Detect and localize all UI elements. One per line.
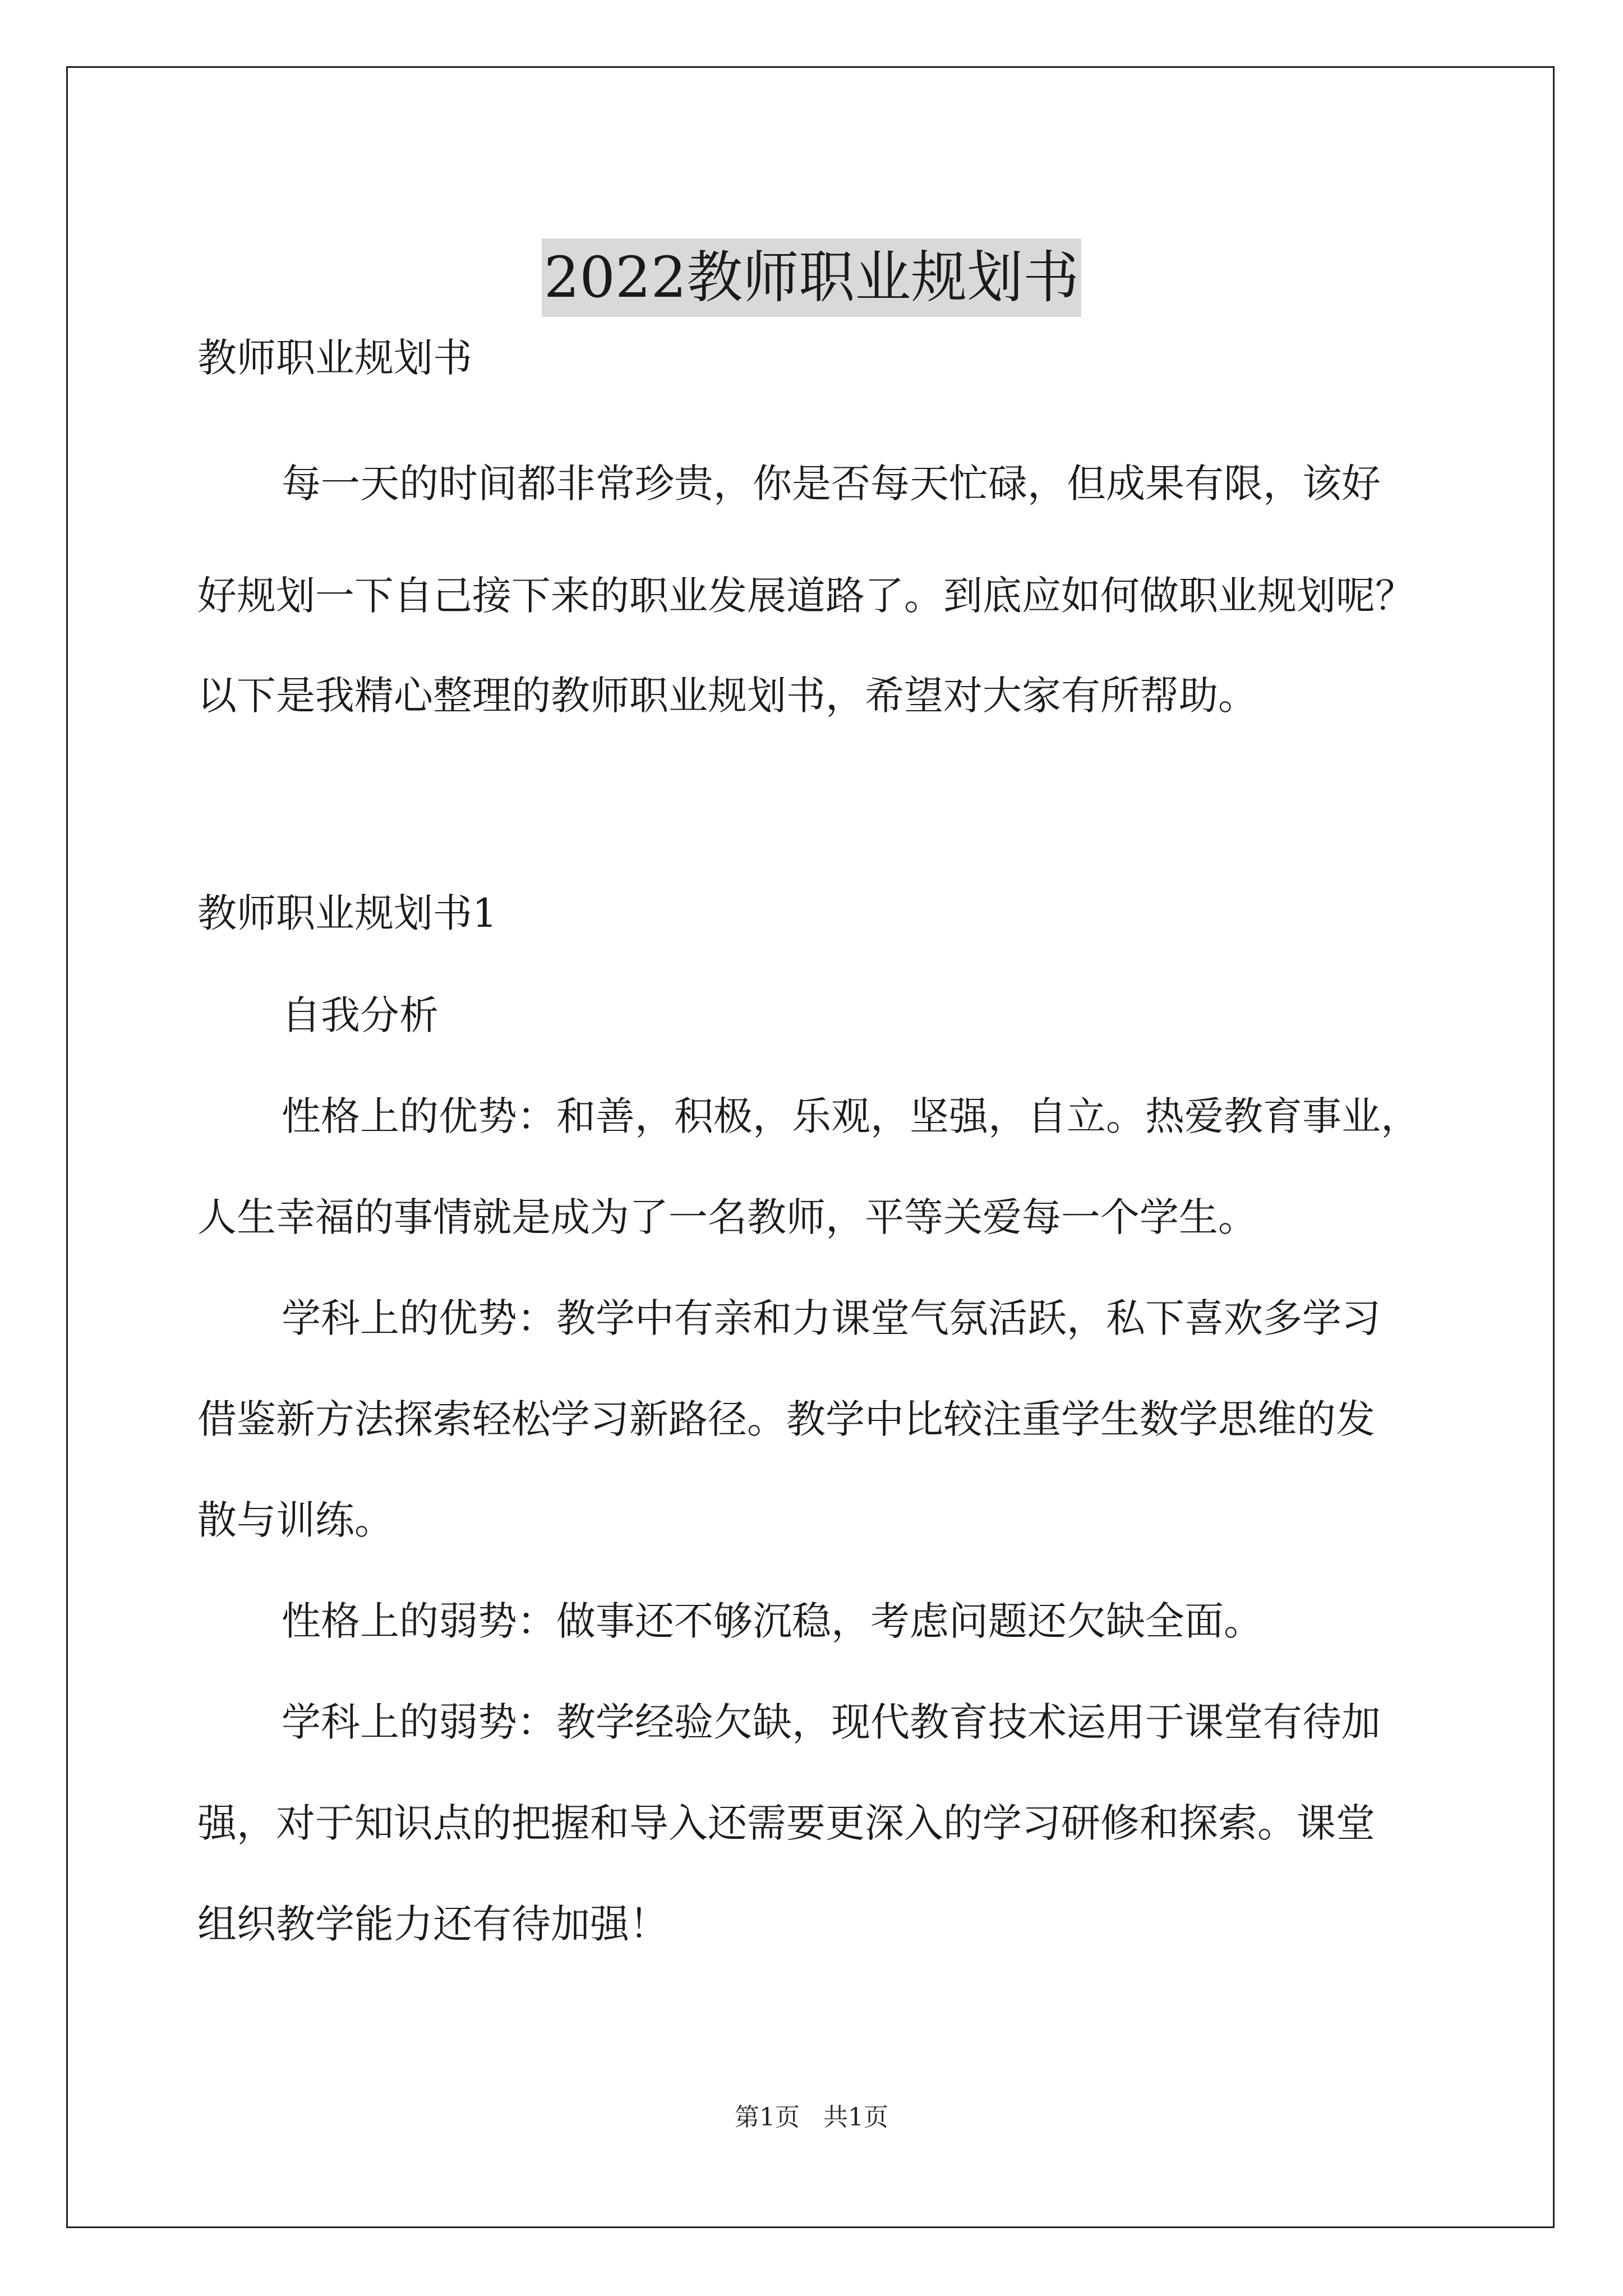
paragraph-line: 每一天的时间都非常珍贵，你是否每天忙碌，但成果有限，该好: [282, 461, 1381, 507]
paragraph-line: 好规划一下自己接下来的职业发展道路了。到底应如何做职业规划呢？: [197, 573, 1414, 619]
page-total: 共1页: [823, 2103, 888, 2132]
section-heading: 教师职业规划书: [197, 335, 472, 381]
paragraph-line: 组织教学能力还有待加强！: [197, 1901, 668, 1947]
paragraph-line: 借鉴新方法探索轻松学习新路径。教学中比较注重学生数学思维的发: [197, 1396, 1375, 1442]
document-title: 2022教师职业规划书: [542, 238, 1082, 317]
paragraph-line: 散与训练。: [197, 1497, 394, 1543]
subsection-heading: 自我分析: [282, 992, 439, 1038]
section-heading: 教师职业规划书1: [197, 890, 497, 936]
page-footer: [0, 2101, 1623, 2134]
paragraph-line: 强，对于知识点的把握和导入还需要更深入的学习研修和探索。课堂: [197, 1800, 1375, 1846]
paragraph-line: 以下是我精心整理的教师职业规划书，希望对大家有所帮助。: [197, 673, 1257, 719]
paragraph-line: 学科上的弱势：教学经验欠缺，现代教育技术运用于课堂有待加: [282, 1699, 1381, 1745]
paragraph-line: 人生幸福的事情就是成为了一名教师，平等关爱每一个学生。: [197, 1194, 1257, 1240]
page-number: 第1页: [735, 2103, 800, 2132]
paragraph-line: 性格上的弱势：做事还不够沉稳，考虑问题还欠缺全面。: [282, 1598, 1263, 1644]
paragraph-line: 性格上的优势：和善，积极，乐观，坚强，自立。热爱教育事业，: [282, 1093, 1420, 1139]
paragraph-line: 学科上的优势：教学中有亲和力课堂气氛活跃，私下喜欢多学习: [282, 1295, 1381, 1341]
